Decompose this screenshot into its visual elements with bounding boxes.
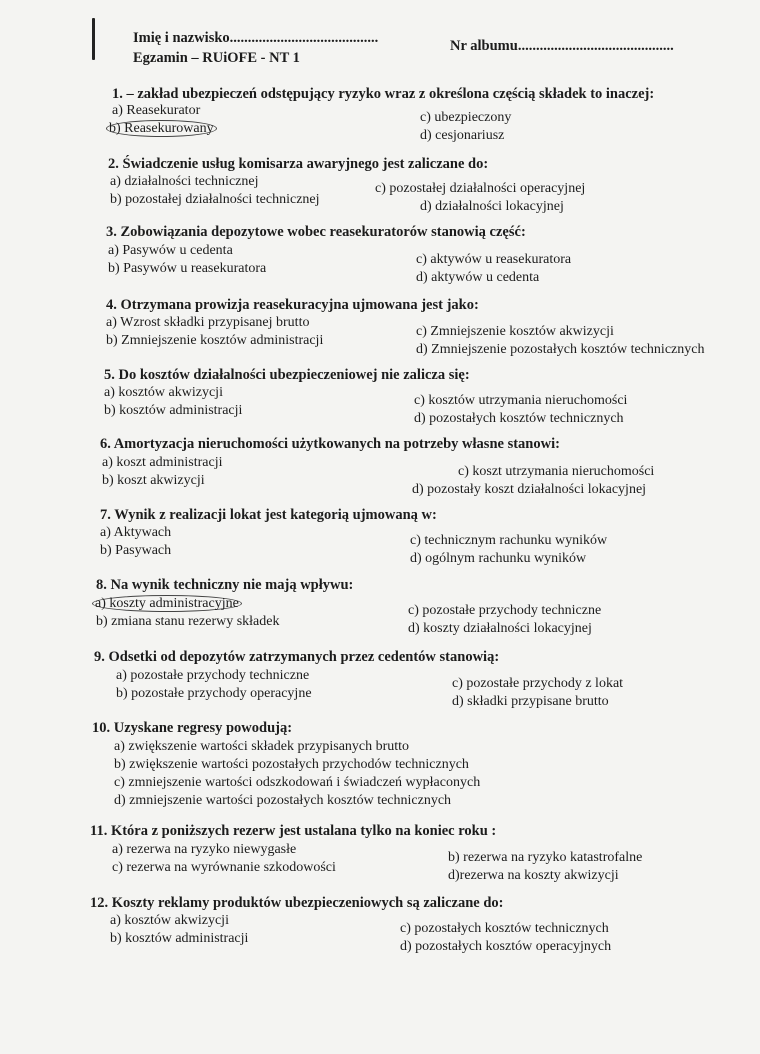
question-3-option-d: d) aktywów u cedenta: [416, 270, 540, 285]
question-6-option-d: d) pozostały koszt działalności lokacyjnej: [412, 482, 647, 497]
question-11-option-b: b) rezerwa na ryzyko katastrofalne: [448, 850, 643, 865]
question-8-option-d: d) koszty działalności lokacyjnej: [408, 621, 592, 636]
question-4-title: 4. Otrzymana prowizja reasekuracyjna ujmowana jest jako:: [106, 297, 479, 313]
question-8-option-b: b) zmiana stanu rezerwy składek: [96, 614, 280, 629]
question-7-option-b: b) Pasywach: [100, 543, 172, 558]
exam-title: Egzamin – RUiOFE - NT 1: [133, 50, 300, 66]
question-6-option-c: c) koszt utrzymania nieruchomości: [458, 464, 655, 479]
margin-pen-mark: [92, 18, 95, 60]
question-9-option-b: b) pozostałe przychody operacyjne: [116, 686, 312, 701]
question-10-option-d: d) zmniejszenie wartości pozostałych kosztów technicznych: [114, 793, 452, 808]
question-1-option-c: c) ubezpieczony: [420, 110, 512, 125]
question-2-option-a: a) działalności technicznej: [110, 174, 259, 189]
question-8-title: 8. Na wynik techniczny nie mają wpływu:: [96, 577, 354, 593]
question-12-option-a: a) kosztów akwizycji: [110, 913, 229, 928]
name-field-label: Imię i nazwisko.........................................: [133, 30, 379, 46]
question-12-title: 12. Koszty reklamy produktów ubezpieczeniowych są zaliczane do:: [90, 895, 504, 911]
question-1-option-d: d) cesjonariusz: [420, 128, 505, 143]
question-1-option-a: a) Reasekurator: [112, 103, 201, 118]
question-5-option-c: c) kosztów utrzymania nieruchomości: [414, 393, 628, 408]
question-3-option-b: b) Pasywów u reasekuratora: [108, 261, 267, 276]
question-10-title: 10. Uzyskane regresy powodują:: [92, 720, 293, 736]
question-5-option-b: b) kosztów administracji: [104, 403, 243, 418]
question-8-option-a: [96, 596, 242, 612]
question-10-option-a: a) zwiększenie wartości składek przypisanych brutto: [114, 739, 410, 754]
question-7-option-a: a) Aktywach: [100, 525, 172, 540]
album-field-label: Nr albumu...........................................: [450, 38, 674, 54]
question-6-option-b: b) koszt akwizycji: [102, 473, 205, 488]
question-11-option-a: a) rezerwa na ryzyko niewygasłe: [112, 842, 297, 857]
circled-answer-mark: b) Reasekurowany: [106, 120, 217, 137]
question-1-title: 1. – zakład ubezpieczeń odstępujący ryzyko wraz z określona częścią składek to inaczej:: [112, 86, 655, 102]
question-7-title: 7. Wynik z realizacji lokat jest kategorią ujmowaną w:: [100, 507, 437, 523]
question-12-option-b: b) kosztów administracji: [110, 931, 249, 946]
question-6-option-a: a) koszt administracji: [102, 455, 223, 470]
question-2-option-d: d) działalności lokacyjnej: [420, 199, 564, 214]
question-2-title: 2. Świadczenie usług komisarza awaryjnego jest zaliczane do:: [108, 156, 489, 172]
circled-answer-mark: a) koszty administracyjne: [92, 595, 242, 612]
question-4-option-c: c) Zmniejszenie kosztów akwizycji: [416, 324, 614, 339]
question-9-option-d: d) składki przypisane brutto: [452, 694, 609, 709]
question-9-option-c: c) pozostałe przychody z lokat: [452, 676, 624, 691]
question-5-option-a: a) kosztów akwizycji: [104, 385, 223, 400]
question-5-title: 5. Do kosztów działalności ubezpieczeniowej nie zalicza się:: [104, 367, 470, 383]
question-7-option-c: c) technicznym rachunku wyników: [410, 533, 608, 548]
question-7-option-d: d) ogólnym rachunku wyników: [410, 551, 587, 566]
question-2-option-c: c) pozostałej działalności operacyjnej: [375, 181, 586, 196]
question-12-option-c: c) pozostałych kosztów technicznych: [400, 921, 609, 936]
question-10-option-b: b) zwiększenie wartości pozostałych przychodów technicznych: [114, 757, 469, 772]
question-8-option-c: c) pozostałe przychody techniczne: [408, 603, 602, 618]
question-3-option-c: c) aktywów u reasekuratora: [416, 252, 572, 267]
question-1-option-b: [110, 121, 217, 137]
question-9-title: 9. Odsetki od depozytów zatrzymanych przez cedentów stanowią:: [94, 649, 500, 665]
question-2-option-b: b) pozostałej działalności technicznej: [110, 192, 320, 207]
question-4-option-d: d) Zmniejszenie pozostałych kosztów technicznych: [416, 342, 705, 357]
question-9-option-a: a) pozostałe przychody techniczne: [116, 668, 310, 683]
question-3-option-a: a) Pasywów u cedenta: [108, 243, 233, 258]
question-4-option-a: a) Wzrost składki przypisanej brutto: [106, 315, 310, 330]
question-11-title: 11. Która z poniższych rezerw jest ustalana tylko na koniec roku :: [90, 823, 497, 839]
question-10-option-c: c) zmniejszenie wartości odszkodowań i świadczeń wypłaconych: [114, 775, 481, 790]
question-11-option-d: d)rezerwa na koszty akwizycji: [448, 868, 619, 883]
question-3-title: 3. Zobowiązania depozytowe wobec reasekuratorów stanowią część:: [106, 224, 526, 240]
question-6-title: 6. Amortyzacja nieruchomości użytkowanych na potrzeby własne stanowi:: [100, 436, 560, 452]
question-4-option-b: b) Zmniejszenie kosztów administracji: [106, 333, 324, 348]
question-12-option-d: d) pozostałych kosztów operacyjnych: [400, 939, 612, 954]
question-11-option-c: c) rezerwa na wyrównanie szkodowości: [112, 860, 336, 875]
question-5-option-d: d) pozostałych kosztów technicznych: [414, 411, 624, 426]
